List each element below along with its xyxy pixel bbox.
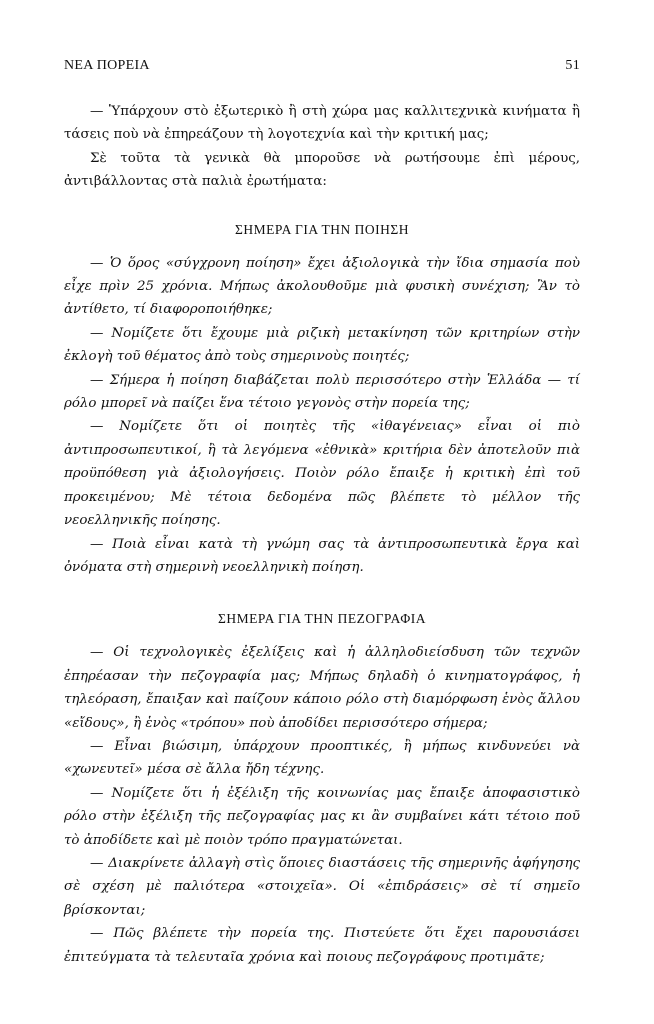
prose-question: — Εἶναι βιώσιμη, ὑπάρχουν προοπτικές, ἢ μήπως κινδυνεύει νὰ «χωνευτεῖ» μέσα σὲ ἄλλα ἤδη τέχνης. [64, 738, 580, 778]
page-header [64, 58, 580, 74]
intro-paragraph: Σὲ τοῦτα τὰ γενικὰ θὰ μποροῦσε νὰ ρωτήσουμε ἐπὶ μέρους, ἀντιβάλλοντας στὰ παλιὰ ἐρωτήματα: [64, 150, 580, 190]
poetry-question: — Νομίζετε ὅτι ἔχουμε μιὰ ριζικὴ μετακίνηση τῶν κριτηρίων στὴν ἐκλογὴ τοῦ θέματος ἀπὸ τοὺς σημερινοὺς ποιητές; [64, 325, 580, 365]
running-title: ΝΕΑ ΠΟΡΕΙΑ [64, 58, 150, 73]
poetry-question: — Ποιὰ εἶναι κατὰ τὴ γνώμη σας τὰ ἀντιπροσωπευτικὰ ἔργα καὶ ὀνόματα στὴ σημερινὴ νεοελληνικὴ ποίηση. [64, 536, 580, 575]
prose-question: — Νομίζετε ὅτι ἡ ἐξέλιξη τῆς κοινωνίας μας ἔπαιξε ἀποφασιστικὸ ρόλο στὴν ἐξέλιξη τῆς πεζογραφίας μας κι ἂν συμβαίνει κάτι τέτοιο ποῦ τὸ ἀποδίδετε καὶ μὲ ποιὸν τρόπο πραγματώνεται. [64, 785, 580, 848]
poetry-question: — Νομίζετε ὅτι οἱ ποιητὲς τῆς «ἰθαγένειας» εἶναι οἱ πιὸ ἀντιπροσωπευτικοί, ἢ τὰ λεγόμενα «ἐθνικὰ» κριτήρια δὲν ἀποτελοῦν πιὰ προϋπόθεση γιὰ ἀξιολογήσεις. Ποιὸν ρόλο ἔπαιξε ἡ κριτικὴ ἐπὶ τοῦ προκειμένου; Μὲ τέτοια δεδομένα πῶς βλέπετε τὸ μέλλον τῆς νεοελληνικῆς ποίησης. [64, 419, 580, 529]
intro-question: — Ὑπάρχουν στὸ ἐξωτερικὸ ἢ στὴ χώρα μας καλλιτεχνικὰ κινήματα ἢ τάσεις ποὺ νὰ ἐπηρεάζουν τὴ λογοτεχνία καὶ τὴν κριτική μας; [64, 104, 580, 143]
poetry-question: — Σήμερα ἡ ποίηση διαβάζεται πολὺ περισσότερο στὴν Ἑλλάδα — τί ρόλο μπορεῖ νὰ παίζει ἕνα τέτοιο γεγονὸς στὴν πορεία της; [64, 372, 580, 412]
section-heading-prose: ΣΗΜΕΡΑ ΓΙΑ ΤΗΝ ΠΕΖΟΓΡΑΦΙΑ [218, 611, 426, 627]
poetry-question: — Ὁ ὅρος «σύγχρονη ποίηση» ἔχει ἀξιολογικὰ τὴν ἴδια σημασία ποὺ εἶχε πρὶν 25 χρόνια. Μήπως ἀκολουθοῦμε μιὰ φυσικὴ συνέχιση; Ἂν τὸ ἀντίθετο, τί διαφοροποιήθηκε; [64, 255, 580, 318]
page-number: 51 [565, 58, 580, 73]
section-heading-poetry: ΣΗΜΕΡΑ ΓΙΑ ΤΗΝ ΠΟΙΗΣΗ [235, 221, 409, 237]
prose-question: — Διακρίνετε ἀλλαγὴ στὶς ὅποιες διαστάσεις τῆς σημερινῆς ἀφήγησης σὲ σχέση μὲ παλιότερα «στοιχεῖα». Οἱ «ἐπιδράσεις» σὲ τί σημεῖο βρίσκονται; [64, 855, 580, 918]
prose-question: — Πῶς βλέπετε τὴν πορεία της. Πιστεύετε ὅτι ἔχει παρουσιάσει ἐπιτεύγματα τὰ τελευταῖα χρόνια καὶ ποιους πεζογράφους προτιμᾶτε; [64, 926, 580, 965]
prose-question: — Οἱ τεχνολογικὲς ἐξελίξεις καὶ ἡ ἀλληλοδιείσδυση τῶν τεχνῶν ἐπηρέασαν τὴν πεζογραφία μας; Μήπως δηλαδὴ ὁ κινηματογράφος, ἡ τηλεόραση, ἔπαιξαν καὶ παίζουν κάποιο ρόλο στὴ διαμόρφωση ἑνὸς ἄλλου «εἴδους», ἢ ἑνὸς «τρόπου» ποὺ ἀποδίδει περισσότερο σήμερα; [64, 645, 580, 731]
